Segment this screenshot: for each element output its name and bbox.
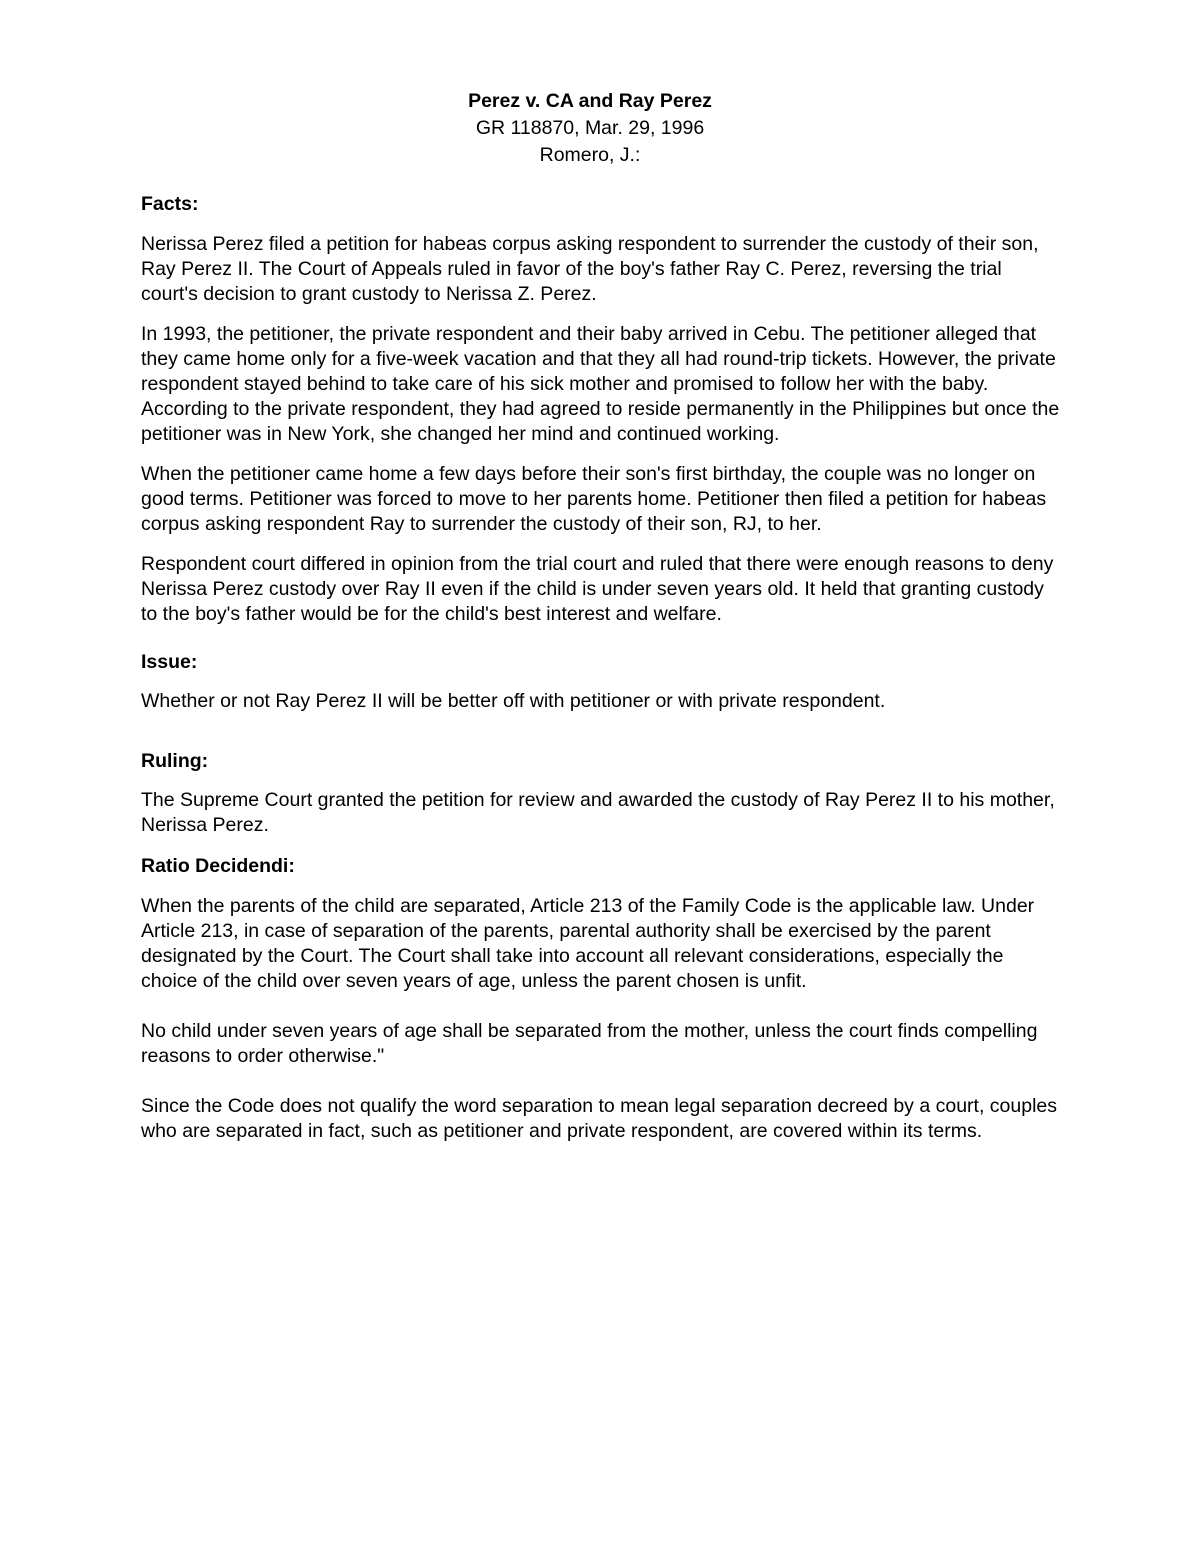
- case-number: GR 118870, Mar. 29, 1996: [475, 117, 705, 139]
- facts-paragraph-4: Respondent court differed in opinion from the trial court and ruled that there were enough reasons to deny Nerissa Perez custody over Ray II even if the child is under seven years old. It held that granting custody to the boy's father would be for the child's best interest and welfare.: [141, 553, 1054, 625]
- facts-heading: Facts:: [141, 193, 199, 215]
- ponente: Romero, J.:: [539, 144, 641, 166]
- document-header: [119, 88, 1061, 169]
- ratio-heading: Ratio Decidendi:: [141, 855, 295, 877]
- issue-text: Whether or not Ray Perez II will be better off with petitioner or with private respondent.: [141, 690, 886, 712]
- ratio-paragraph-3: Since the Code does not qualify the word separation to mean legal separation decreed by a court, couples who are separated in fact, such as petitioner and private respondent, are covered within its terms.: [141, 1095, 1057, 1142]
- ruling-text: The Supreme Court granted the petition for review and awarded the custody of Ray Perez II to his mother, Nerissa Perez.: [141, 789, 1055, 836]
- document-title: Perez v. CA and Ray Perez: [468, 90, 712, 112]
- facts-paragraph-1: Nerissa Perez filed a petition for habeas corpus asking respondent to surrender the custody of their son, Ray Perez II. The Court of Appeals ruled in favor of the boy's father Ray C. Perez, reversing the trial court's decision to grant custody to Nerissa Z. Perez.: [141, 233, 1039, 305]
- ratio-paragraph-2: No child under seven years of age shall be separated from the mother, unless the court finds compelling reasons to order otherwise.": [141, 1020, 1038, 1067]
- ruling-heading: Ruling:: [141, 750, 209, 772]
- facts-paragraph-2: In 1993, the petitioner, the private respondent and their baby arrived in Cebu. The petitioner alleged that they came home only for a five-week vacation and that they all had round-trip tickets. However, the private respondent stayed behind to take care of his sick mother and promised to follow her with the baby. According to the private respondent, they had agreed to reside permanently in the Philippines but once the petitioner was in New York, she changed her mind and continued working.: [141, 323, 1060, 445]
- issue-heading: Issue:: [141, 651, 198, 673]
- ratio-paragraph-1: When the parents of the child are separated, Article 213 of the Family Code is the applicable law. Under Article 213, in case of separation of the parents, parental authority shall be exercised by the parent designated by the Court. The Court shall take into account all relevant considerations, especially the choice of the child over seven years of age, unless the parent chosen is unfit.: [141, 895, 1035, 992]
- facts-paragraph-3: When the petitioner came home a few days before their son's first birthday, the couple was no longer on good terms. Petitioner was forced to move to her parents home. Petitioner then filed a petition for habeas corpus asking respondent Ray to surrender the custody of their son, RJ, to her.: [141, 463, 1047, 535]
- document-page: [141, 88, 1061, 1144]
